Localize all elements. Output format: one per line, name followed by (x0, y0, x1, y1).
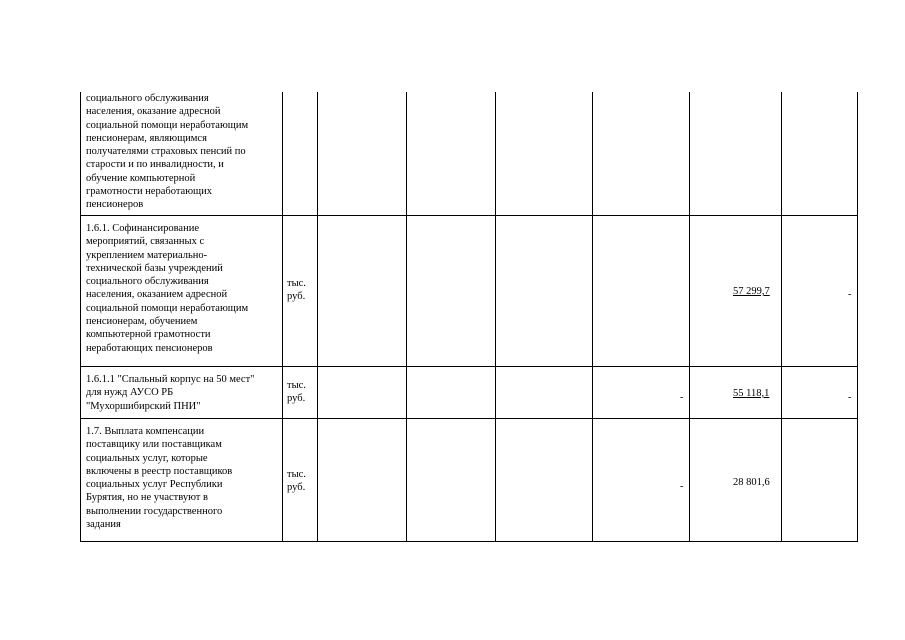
table-row-divider (80, 215, 858, 216)
table-border-right (857, 92, 858, 542)
table-column-divider (495, 92, 496, 542)
row-unit: тыс. руб. (287, 278, 306, 303)
table-column-divider (282, 92, 283, 542)
row-description: социального обслуживания населения, оказание адресной социальной помощи неработающим пенсионерам, являющимся получателями страховых пенсий по старости и по инвалидности, и обучение компьютерной грамотности неработающих пенсионеров (86, 93, 249, 211)
table-border-bottom (80, 541, 858, 542)
table-column-divider (406, 92, 407, 542)
row-value-b: 28 801,6 (733, 477, 770, 488)
table-border-left (80, 92, 81, 542)
row-unit: тыс. руб. (287, 380, 306, 405)
row-description: 1.6.1.1 "Спальный корпус на 50 мест" для нужд АУСО РБ "Мухоршибирский ПНИ" (86, 374, 255, 412)
row-value-a: - (680, 392, 684, 403)
row-description: 1.7. Выплата компенсации поставщику или поставщикам социальных услуг, которые включены в реестр поставщиков социальных услуг Республики Бурятия, но не участвуют в выполнении государственного задания (86, 426, 233, 531)
row-value-a: - (680, 481, 684, 492)
table-row-divider (80, 418, 858, 419)
table-column-divider (592, 92, 593, 542)
row-value-c: - (848, 392, 852, 403)
row-value-b: 57 299,7 (733, 286, 770, 297)
row-value-c: - (848, 289, 852, 300)
row-value-b: 55 118,1 (733, 388, 770, 399)
table-column-divider (689, 92, 690, 542)
table-column-divider (317, 92, 318, 542)
table-column-divider (781, 92, 782, 542)
row-description: 1.6.1. Софинансирование мероприятий, связанных с укреплением материально- технической базы учреждений социального обслуживания населения, оказанием адресной социальной помощи неработающим пенсионерам, обучением компьютерной грамотности неработающих пенсионеров (86, 223, 249, 354)
table-row-divider (80, 366, 858, 367)
row-unit: тыс. руб. (287, 469, 306, 494)
